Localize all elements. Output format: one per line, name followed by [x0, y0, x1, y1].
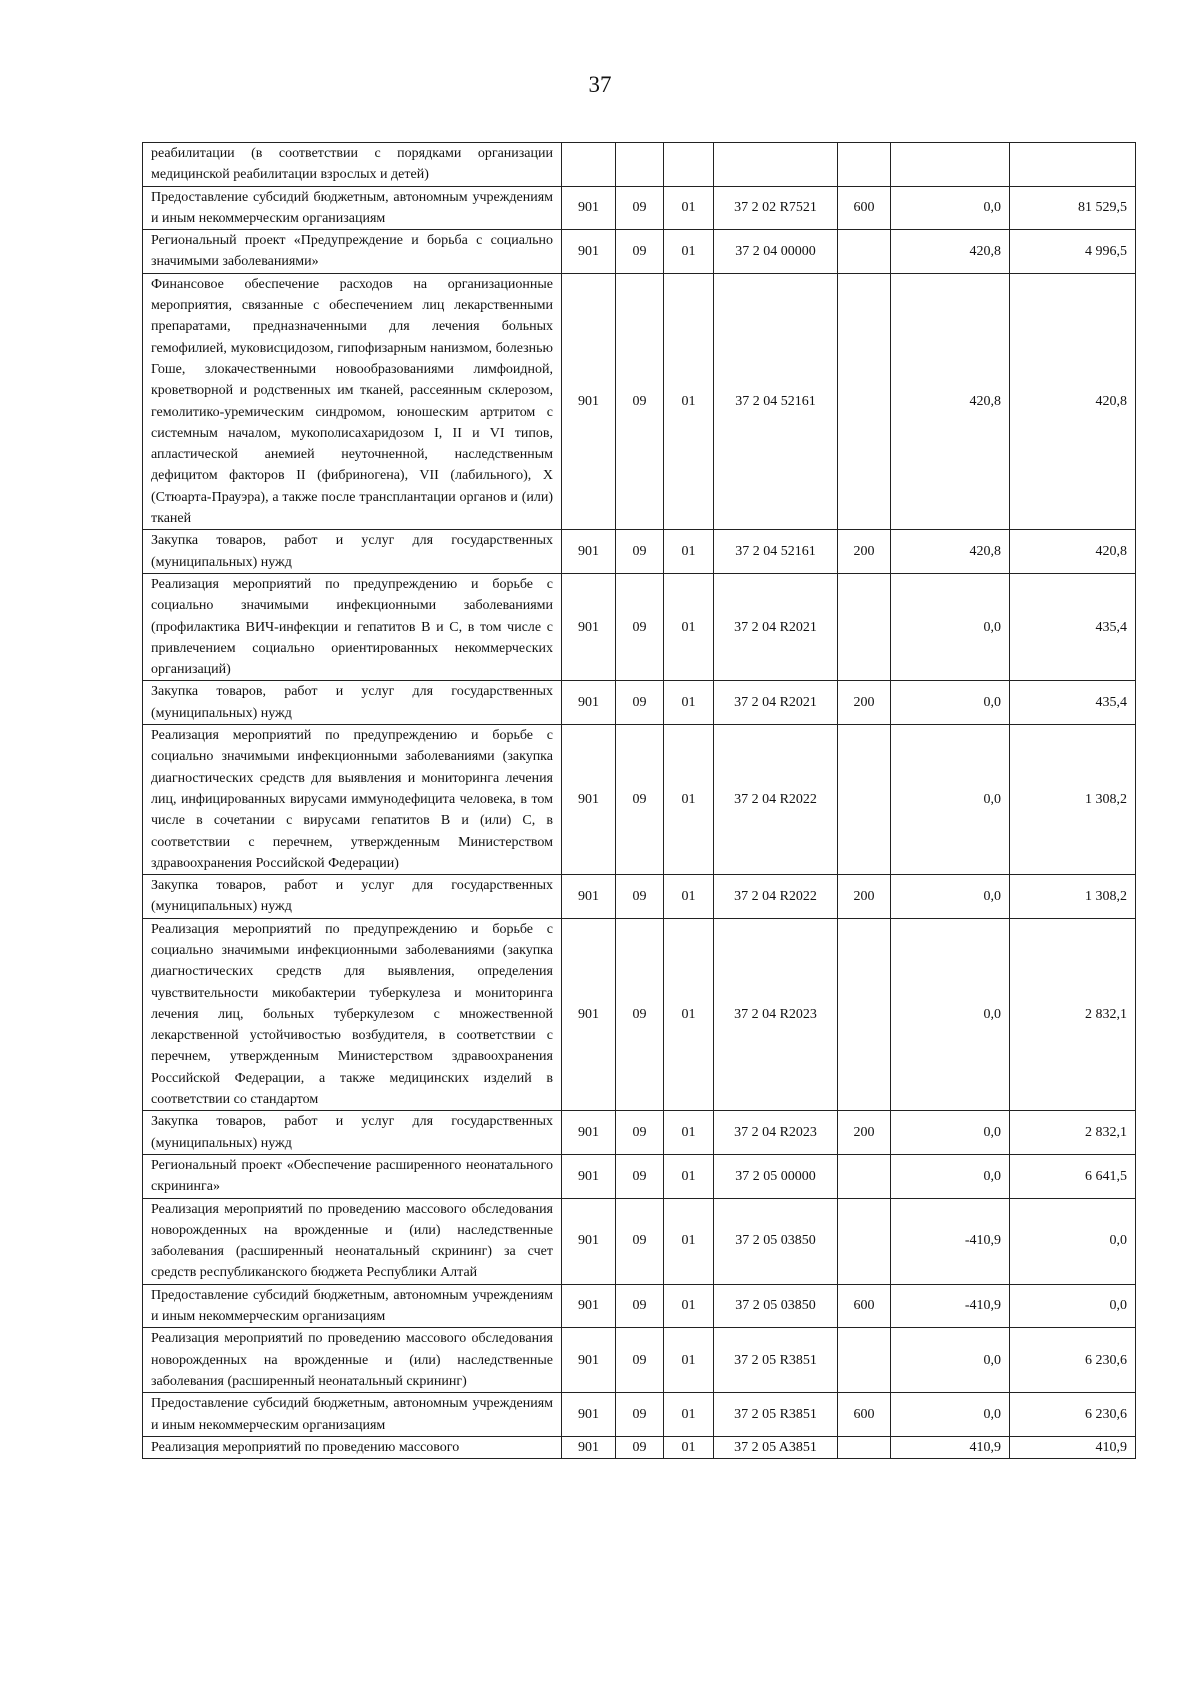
budget-table-body — [143, 143, 1136, 1459]
amount-change-cell: 0,0 — [891, 1154, 1010, 1198]
expense-name-cell: Реализация мероприятий по предупреждению и борьбе с социально значимыми инфекционными заболеваниями (закупка диагностических средств для выявления и мониторинга лечения лиц, инфицированных вирусами иммунодефицита человека, в том числе в сочетании с вирусами гепатитов B и (или) C, в соответствии с перечнем, утвержденным Министерством здравоохранения Российской Федерации) — [143, 725, 562, 875]
section-cell: 09 — [616, 725, 664, 875]
expense-type-cell: 600 — [838, 1284, 891, 1328]
target-article-cell: 37 2 05 R3851 — [714, 1328, 838, 1393]
table-row — [143, 875, 1136, 919]
section-cell: 09 — [616, 1393, 664, 1437]
ministry-code-cell: 901 — [562, 1393, 616, 1437]
table-row — [143, 230, 1136, 274]
amount-total-cell: 6 230,6 — [1010, 1328, 1136, 1393]
section-cell: 09 — [616, 918, 664, 1111]
expense-name-cell: Финансовое обеспечение расходов на организационные мероприятия, связанные с обеспечением лиц лекарственными препаратами, предназначенными для лечения больных гемофилией, муковисцидозом, гипофизарным нанизмом, болезнью Гоше, злокачественными новообразованиями лимфоидной, кроветворной и родственных им тканей, рассеянным склерозом, гемолитико-уремическим синдромом, юношеским артритом с системным началом, мукополисахаридозом I, II и VI типов, апластической анемией неуточненной, наследственным дефицитом факторов II (фибриногена), VII (лабильного), X (Стюарта-Прауэра), а также после трансплантации органов и (или) тканей — [143, 273, 562, 530]
amount-change-cell: 0,0 — [891, 573, 1010, 680]
expense-name-cell: Реализация мероприятий по проведению массового обследования новорожденных на врожденные и (или) наследственные заболевания (расширенный неонатальный скрининг) за счет средств республиканского бюджета Республики Алтай — [143, 1198, 562, 1284]
section-cell: 09 — [616, 1154, 664, 1198]
table-row — [143, 143, 1136, 187]
section-cell: 09 — [616, 186, 664, 230]
section-cell: 09 — [616, 1436, 664, 1458]
ministry-code-cell: 901 — [562, 1154, 616, 1198]
expense-type-cell — [838, 725, 891, 875]
ministry-code-cell: 901 — [562, 186, 616, 230]
expense-name-cell: реабилитации (в соответствии с порядками организации медицинской реабилитации взрослых и детей) — [143, 143, 562, 187]
expense-type-cell: 200 — [838, 530, 891, 574]
expense-name-cell: Реализация мероприятий по проведению массового обследования новорожденных на врожденные и (или) наследственные заболевания (расширенный неонатальный скрининг) — [143, 1328, 562, 1393]
table-row — [143, 186, 1136, 230]
expense-name-cell: Закупка товаров, работ и услуг для государственных (муниципальных) нужд — [143, 681, 562, 725]
target-article-cell: 37 2 04 R2022 — [714, 725, 838, 875]
expense-name-cell: Реализация мероприятий по проведению массового — [143, 1436, 562, 1458]
table-row — [143, 1154, 1136, 1198]
amount-change-cell: 0,0 — [891, 725, 1010, 875]
ministry-code-cell: 901 — [562, 1111, 616, 1155]
ministry-code-cell: 901 — [562, 725, 616, 875]
subsection-cell — [664, 143, 714, 187]
subsection-cell: 01 — [664, 186, 714, 230]
ministry-code-cell: 901 — [562, 1436, 616, 1458]
expense-type-cell — [838, 1436, 891, 1458]
section-cell: 09 — [616, 681, 664, 725]
expense-type-cell: 200 — [838, 875, 891, 919]
subsection-cell: 01 — [664, 725, 714, 875]
amount-total-cell — [1010, 143, 1136, 187]
section-cell: 09 — [616, 573, 664, 680]
ministry-code-cell: 901 — [562, 273, 616, 530]
table-row — [143, 681, 1136, 725]
section-cell: 09 — [616, 530, 664, 574]
expense-type-cell — [838, 1328, 891, 1393]
subsection-cell: 01 — [664, 1198, 714, 1284]
table-row — [143, 1393, 1136, 1437]
amount-change-cell: 420,8 — [891, 530, 1010, 574]
amount-total-cell: 410,9 — [1010, 1436, 1136, 1458]
amount-change-cell: 0,0 — [891, 1393, 1010, 1437]
amount-total-cell: 1 308,2 — [1010, 875, 1136, 919]
expense-name-cell: Закупка товаров, работ и услуг для государственных (муниципальных) нужд — [143, 1111, 562, 1155]
expense-type-cell — [838, 918, 891, 1111]
expense-name-cell: Закупка товаров, работ и услуг для государственных (муниципальных) нужд — [143, 875, 562, 919]
amount-total-cell: 435,4 — [1010, 681, 1136, 725]
section-cell: 09 — [616, 1111, 664, 1155]
expense-type-cell: 200 — [838, 1111, 891, 1155]
expense-type-cell — [838, 143, 891, 187]
target-article-cell: 37 2 02 R7521 — [714, 186, 838, 230]
expense-type-cell — [838, 273, 891, 530]
table-row — [143, 918, 1136, 1111]
expense-type-cell: 600 — [838, 186, 891, 230]
subsection-cell: 01 — [664, 1436, 714, 1458]
section-cell — [616, 143, 664, 187]
expense-name-cell: Предоставление субсидий бюджетным, автономным учреждениям и иным некоммерческим организациям — [143, 186, 562, 230]
section-cell: 09 — [616, 273, 664, 530]
amount-total-cell: 2 832,1 — [1010, 918, 1136, 1111]
amount-change-cell: 420,8 — [891, 230, 1010, 274]
target-article-cell: 37 2 05 03850 — [714, 1198, 838, 1284]
table-row — [143, 1436, 1136, 1458]
expense-name-cell: Реализация мероприятий по предупреждению и борьбе с социально значимыми инфекционными заболеваниями (закупка диагностических средств для выявления, определения чувствительности микобактерии туберкулеза и мониторинга лечения лиц, больных туберкулезом с множественной лекарственной устойчивостью возбудителя, в соответствии с перечнем, утвержденным Министерством здравоохранения Российской Федерации, а также медицинских изделий в соответствии со стандартом — [143, 918, 562, 1111]
section-cell: 09 — [616, 1198, 664, 1284]
target-article-cell: 37 2 04 52161 — [714, 273, 838, 530]
target-article-cell: 37 2 05 R3851 — [714, 1393, 838, 1437]
amount-total-cell: 2 832,1 — [1010, 1111, 1136, 1155]
ministry-code-cell: 901 — [562, 918, 616, 1111]
ministry-code-cell: 901 — [562, 530, 616, 574]
table-row — [143, 1198, 1136, 1284]
ministry-code-cell: 901 — [562, 875, 616, 919]
ministry-code-cell: 901 — [562, 1198, 616, 1284]
ministry-code-cell: 901 — [562, 573, 616, 680]
amount-total-cell: 6 230,6 — [1010, 1393, 1136, 1437]
amount-change-cell: -410,9 — [891, 1198, 1010, 1284]
subsection-cell: 01 — [664, 1154, 714, 1198]
subsection-cell: 01 — [664, 875, 714, 919]
amount-total-cell: 0,0 — [1010, 1284, 1136, 1328]
ministry-code-cell — [562, 143, 616, 187]
expense-name-cell: Реализация мероприятий по предупреждению и борьбе с социально значимыми инфекционными заболеваниями (профилактика ВИЧ-инфекции и гепатитов B и C, в том числе с привлечением социально ориентированных некоммерческих организаций) — [143, 573, 562, 680]
amount-total-cell: 81 529,5 — [1010, 186, 1136, 230]
subsection-cell: 01 — [664, 918, 714, 1111]
expense-name-cell: Предоставление субсидий бюджетным, автономным учреждениям и иным некоммерческим организациям — [143, 1284, 562, 1328]
subsection-cell: 01 — [664, 681, 714, 725]
expense-type-cell — [838, 573, 891, 680]
expense-type-cell — [838, 1154, 891, 1198]
subsection-cell: 01 — [664, 1284, 714, 1328]
table-row — [143, 1111, 1136, 1155]
target-article-cell: 37 2 05 00000 — [714, 1154, 838, 1198]
section-cell: 09 — [616, 875, 664, 919]
table-row — [143, 725, 1136, 875]
target-article-cell: 37 2 04 R2023 — [714, 1111, 838, 1155]
target-article-cell: 37 2 05 03850 — [714, 1284, 838, 1328]
ministry-code-cell: 901 — [562, 1284, 616, 1328]
target-article-cell — [714, 143, 838, 187]
expense-name-cell: Закупка товаров, работ и услуг для государственных (муниципальных) нужд — [143, 530, 562, 574]
subsection-cell: 01 — [664, 530, 714, 574]
expense-name-cell: Региональный проект «Предупреждение и борьба с социально значимыми заболеваниями» — [143, 230, 562, 274]
section-cell: 09 — [616, 1284, 664, 1328]
expense-type-cell: 200 — [838, 681, 891, 725]
subsection-cell: 01 — [664, 230, 714, 274]
target-article-cell: 37 2 04 R2021 — [714, 681, 838, 725]
amount-change-cell: 0,0 — [891, 1111, 1010, 1155]
table-row — [143, 573, 1136, 680]
expense-name-cell: Региональный проект «Обеспечение расширенного неонатального скрининга» — [143, 1154, 562, 1198]
expense-type-cell — [838, 1198, 891, 1284]
amount-change-cell: 0,0 — [891, 918, 1010, 1111]
amount-total-cell: 420,8 — [1010, 530, 1136, 574]
ministry-code-cell: 901 — [562, 681, 616, 725]
target-article-cell: 37 2 04 R2023 — [714, 918, 838, 1111]
page-number: 37 — [588, 72, 612, 97]
amount-change-cell — [891, 143, 1010, 187]
amount-total-cell: 435,4 — [1010, 573, 1136, 680]
amount-change-cell: 0,0 — [891, 681, 1010, 725]
ministry-code-cell: 901 — [562, 230, 616, 274]
expense-name-cell: Предоставление субсидий бюджетным, автономным учреждениям и иным некоммерческим организациям — [143, 1393, 562, 1437]
subsection-cell: 01 — [664, 273, 714, 530]
subsection-cell: 01 — [664, 1111, 714, 1155]
target-article-cell: 37 2 04 R2021 — [714, 573, 838, 680]
amount-change-cell: 0,0 — [891, 875, 1010, 919]
amount-total-cell: 1 308,2 — [1010, 725, 1136, 875]
amount-change-cell: 0,0 — [891, 186, 1010, 230]
subsection-cell: 01 — [664, 1393, 714, 1437]
expense-type-cell: 600 — [838, 1393, 891, 1437]
subsection-cell: 01 — [664, 573, 714, 680]
ministry-code-cell: 901 — [562, 1328, 616, 1393]
subsection-cell: 01 — [664, 1328, 714, 1393]
section-cell: 09 — [616, 1328, 664, 1393]
table-row — [143, 273, 1136, 530]
table-row — [143, 1284, 1136, 1328]
amount-total-cell: 0,0 — [1010, 1198, 1136, 1284]
table-row — [143, 530, 1136, 574]
target-article-cell: 37 2 04 52161 — [714, 530, 838, 574]
amount-total-cell: 420,8 — [1010, 273, 1136, 530]
section-cell: 09 — [616, 230, 664, 274]
amount-change-cell: -410,9 — [891, 1284, 1010, 1328]
amount-total-cell: 4 996,5 — [1010, 230, 1136, 274]
amount-total-cell: 6 641,5 — [1010, 1154, 1136, 1198]
target-article-cell: 37 2 04 00000 — [714, 230, 838, 274]
target-article-cell: 37 2 04 R2022 — [714, 875, 838, 919]
target-article-cell: 37 2 05 A3851 — [714, 1436, 838, 1458]
amount-change-cell: 0,0 — [891, 1328, 1010, 1393]
budget-table — [142, 142, 1136, 1459]
table-row — [143, 1328, 1136, 1393]
amount-change-cell: 410,9 — [891, 1436, 1010, 1458]
amount-change-cell: 420,8 — [891, 273, 1010, 530]
expense-type-cell — [838, 230, 891, 274]
